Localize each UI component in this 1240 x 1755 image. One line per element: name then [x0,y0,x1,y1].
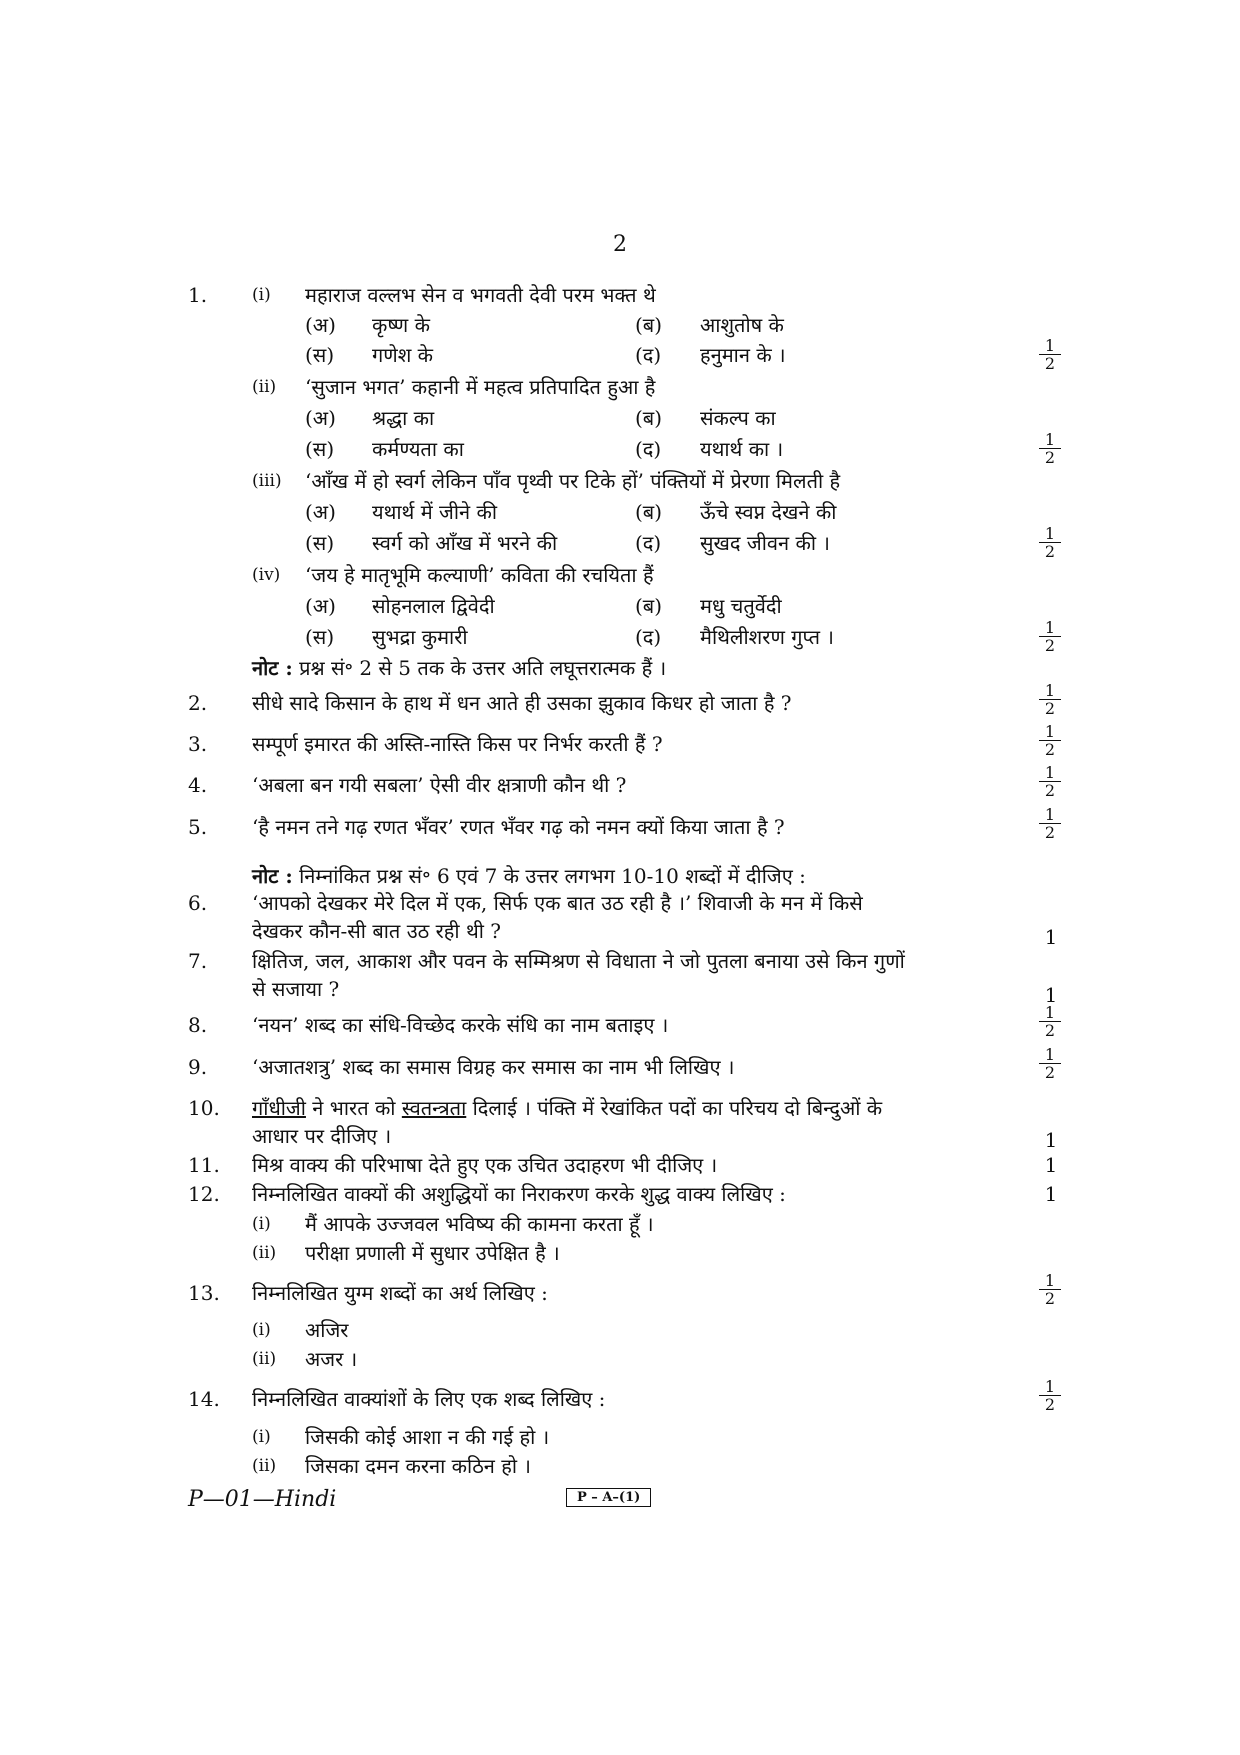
sub-item [0,1451,1240,1483]
option-label: (स) [305,625,335,649]
option-label: (स) [305,343,335,367]
option-text: यथार्थ का । [700,437,784,461]
option-text: संकल्प का [700,406,776,430]
question-number: 4. [188,773,208,797]
mark-fraction: 1 2 [1036,432,1064,465]
question-6-cont [0,916,1240,948]
option-text: कृष्ण के [372,313,430,337]
option-label: (अ) [305,500,336,524]
question-10-cont [0,1121,1240,1153]
question-1-iii [0,466,1240,498]
question-text: निम्नलिखित वाक्यांशों के लिए एक शब्द लिखिए : [252,1387,606,1411]
option-label: (स) [305,437,335,461]
mark-fraction: 1 2 [1036,338,1064,371]
question-10: 10. गाँधीजी ने भारत को स्वतन्त्रता दिलाई । पंक्ति में रेखांकित पदों का परिचय दो बिन्दुओं के [0,1093,1240,1125]
mark: 1 [1044,1153,1058,1177]
option-text: यथार्थ में जीने की [372,500,498,524]
option-label: (द) [635,531,662,555]
question-text: सीधे सादे किसान के हाथ में धन आते ही उसका झुकाव किधर हो जाता है ? [252,691,792,715]
option-text: मधु चतुर्वेदी [700,594,782,618]
question-text: आधार पर दीजिए । [252,1124,392,1148]
sub-item-text: अजिर [305,1318,349,1342]
question-12 [0,1179,1240,1211]
question-number: 12. [188,1182,220,1206]
question-11 [0,1150,1240,1182]
option-text: आशुतोष के [700,313,784,337]
underlined-word: गाँधीजी [252,1096,306,1120]
question-text: ‘अजातशत्रु’ शब्द का समास विग्रह कर समास का नाम भी लिखिए । [252,1055,735,1079]
mark-fraction: 1 2 [1036,1273,1064,1306]
option-label: (द) [635,625,662,649]
note-text: निम्नांकित प्रश्न सं॰ 6 एवं 7 के उत्तर लगभग 10-10 शब्दों में दीजिए : [292,864,806,888]
sub-item-text: अजर । [305,1347,358,1371]
question-number: 10. [188,1096,220,1120]
paper-code: P—01—Hindi [188,1487,337,1512]
sub-label: (i) [252,1320,271,1340]
sub-label: (ii) [252,377,277,397]
sub-item-text: परीक्षा प्रणाली में सुधार उपेक्षित है । [305,1241,560,1265]
mark: 1 [1044,925,1058,949]
question-1-ii [0,372,1240,404]
option-text: हनुमान के । [700,343,786,367]
option-label: (ब) [635,594,663,618]
mark-fraction: 1 2 [1036,1047,1064,1080]
mark: 1 [1044,1182,1058,1206]
question-text: ‘नयन’ शब्द का संधि-विच्छेद करके संधि का नाम बताइए । [252,1013,669,1037]
paper-set-box: P – A–(1) [566,1488,651,1507]
mark-fraction: 1 2 [1036,765,1064,798]
question-text: ‘है नमन तने गढ़ रणत भँवर’ रणत भँवर गढ़ को नमन क्यों किया जाता है ? [252,815,785,839]
sub-label: (iii) [252,471,282,491]
mark-fraction: 1 2 [1036,724,1064,757]
option-label: (स) [305,531,335,555]
sub-item-text: मैं आपके उज्जवल भविष्य की कामना करता हूँ । [305,1212,654,1236]
page-number: 2 [613,232,627,257]
mark-fraction: 1 2 [1036,807,1064,840]
sub-label: (ii) [252,1349,277,1369]
question-number: 8. [188,1013,208,1037]
option-text: कर्मण्यता का [372,437,464,461]
underlined-word: स्वतन्त्रता [401,1096,467,1120]
note-label: नोट : [252,864,293,888]
question-text: निम्नलिखित युग्म शब्दों का अर्थ लिखिए : [252,1281,548,1305]
question-1-i [0,280,1240,312]
option-label: (द) [635,437,662,461]
sub-label: (i) [252,285,271,305]
question-number: 11. [188,1153,220,1177]
question-text: क्षितिज, जल, आकाश और पवन के सम्मिश्रण से विधाता ने जो पुतला बनाया उसे किन गुणों [252,949,905,973]
note-text: प्रश्न सं॰ 2 से 5 तक के उत्तर अति लघूत्तरात्मक हैं । [292,656,667,680]
question-text: से सजाया ? [252,977,340,1001]
option-text: गणेश के [372,343,434,367]
mark: 1 [1044,1128,1058,1152]
sub-label: (i) [252,1214,271,1234]
mark: 1 [1044,983,1058,1007]
sub-item [0,1238,1240,1270]
question-number: 13. [188,1281,220,1305]
option-text: मैथिलीशरण गुप्त । [700,625,835,649]
question-1-iv [0,560,1240,592]
option-label: (ब) [635,313,663,337]
option-label: (द) [635,343,662,367]
sub-item [0,1209,1240,1241]
option-text: श्रद्धा का [372,406,435,430]
question-text: ‘आँख में हो स्वर्ग लेकिन पाँव पृथ्वी पर टिके हों’ पंक्तियों में प्रेरणा मिलती है [305,469,841,493]
question-number: 1. [188,283,208,307]
question-number: 5. [188,815,208,839]
question-text: निम्नलिखित वाक्यों की अशुद्धियों का निराकरण करके शुद्ध वाक्य लिखिए : [252,1182,786,1206]
question-number: 3. [188,732,208,756]
option-text: सुभद्रा कुमारी [372,625,468,649]
option-label: (अ) [305,594,336,618]
question-text: मिश्र वाक्य की परिभाषा देते हुए एक उचित उदाहरण भी दीजिए । [252,1153,718,1177]
sub-label: (i) [252,1427,271,1447]
sub-item [0,1315,1240,1347]
mark-fraction: 1 2 [1036,683,1064,716]
sub-label: (ii) [252,1456,277,1476]
question-number: 7. [188,949,208,973]
question-number: 2. [188,691,208,715]
mark-fraction: 1 2 [1036,1379,1064,1412]
sub-label: (iv) [252,565,281,585]
note-label: नोट : [252,656,293,680]
option-text: स्वर्ग को आँख में भरने की [372,531,558,555]
sub-label: (ii) [252,1243,277,1263]
option-text: सुखद जीवन की । [700,531,830,555]
sub-item [0,1344,1240,1376]
question-7-cont [0,974,1240,1006]
option-text: ऊँचे स्वप्न देखने की [700,500,837,524]
sub-item [0,1422,1240,1454]
question-text: ‘अबला बन गयी सबला’ ऐसी वीर क्षत्राणी कौन थी ? [252,773,627,797]
option-text: सोहनलाल द्विवेदी [372,594,495,618]
option-label: (अ) [305,313,336,337]
sub-item-text: जिसका दमन करना कठिन हो । [305,1454,532,1478]
question-number: 9. [188,1055,208,1079]
question-text: ‘आपको देखकर मेरे दिल में एक, सिर्फ एक बात उठ रही है ।’ शिवाजी के मन में किसे [252,891,863,915]
question-text: ‘जय हे मातृभूमि कल्याणी’ कविता की रचयिता हैं [305,563,654,587]
question-number: 14. [188,1387,220,1411]
question-text: ‘सुजान भगत’ कहानी में महत्व प्रतिपादित हुआ है [305,375,656,399]
question-number: 6. [188,891,208,915]
option-label: (ब) [635,500,663,524]
question-text: सम्पूर्ण इमारत की अस्ति-नास्ति किस पर निर्भर करती हैं ? [252,732,663,756]
question-text: महाराज वल्लभ सेन व भगवती देवी परम भक्त थे [305,283,656,307]
mark-fraction: 1 2 [1036,526,1064,559]
mark-fraction: 1 2 [1036,620,1064,653]
question-text: देखकर कौन-सी बात उठ रही थी ? [252,919,502,943]
option-label: (ब) [635,406,663,430]
option-label: (अ) [305,406,336,430]
mark-fraction: 1 2 [1036,1005,1064,1038]
sub-item-text: जिसकी कोई आशा न की गई हो । [305,1425,550,1449]
